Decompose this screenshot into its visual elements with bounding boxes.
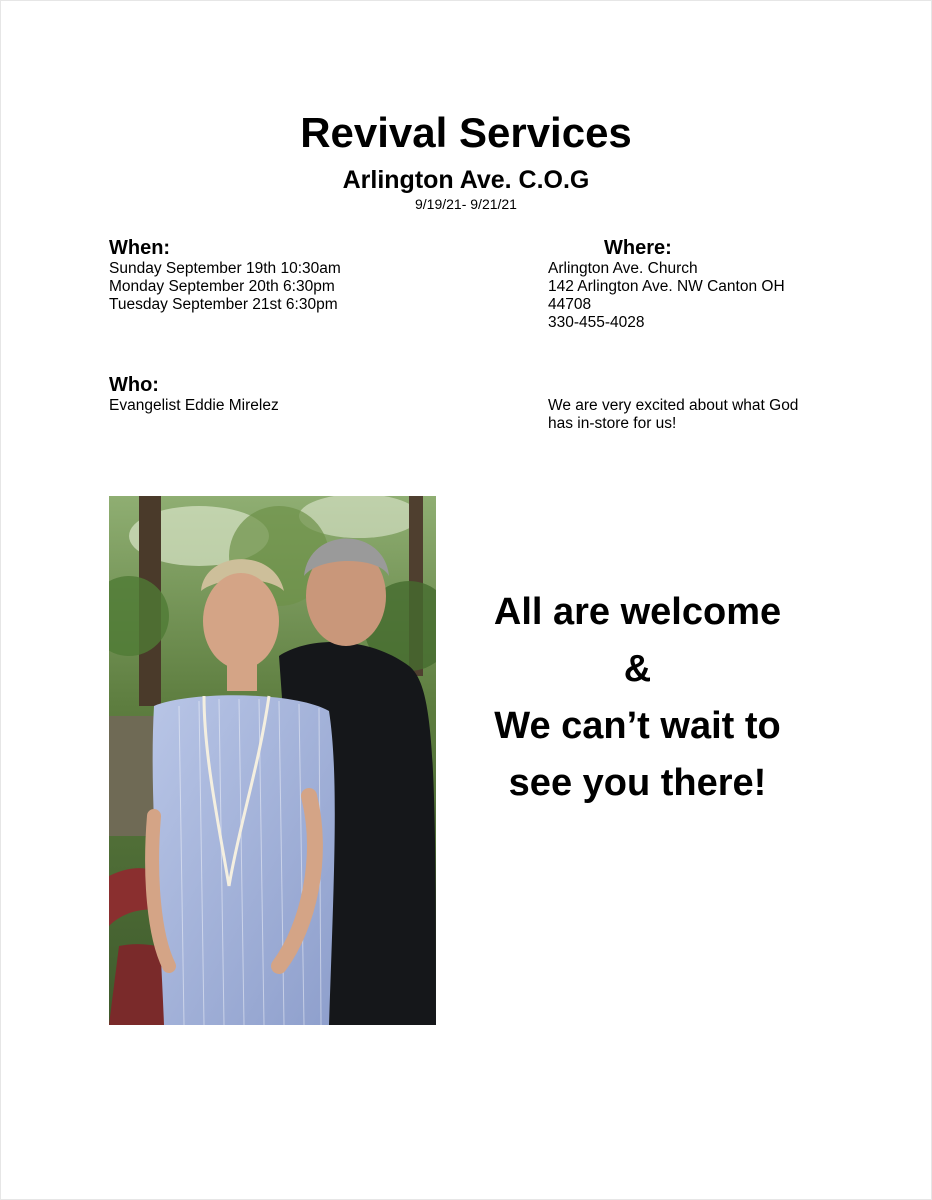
who-heading: Who: bbox=[109, 374, 159, 396]
address-line: Arlington Ave. Church bbox=[548, 260, 698, 277]
message-line: We are very excited about what God bbox=[548, 397, 799, 414]
welcome-message bbox=[455, 584, 820, 812]
address-line: 44708 bbox=[548, 296, 592, 313]
schedule-line: Sunday September 19th 10:30am bbox=[109, 260, 341, 277]
schedule-line: Tuesday September 21st 6:30pm bbox=[109, 296, 338, 313]
phone-number: 330-455-4028 bbox=[548, 314, 645, 331]
speaker-name: Evangelist Eddie Mirelez bbox=[109, 397, 279, 414]
date-range: 9/19/21- 9/21/21 bbox=[415, 196, 517, 212]
message-line: has in-store for us! bbox=[548, 415, 677, 432]
where-address bbox=[548, 260, 785, 332]
welcome-line: We can’t wait to bbox=[494, 705, 781, 747]
when-heading: When: bbox=[109, 237, 171, 259]
welcome-ampersand: & bbox=[623, 648, 652, 690]
welcome-line: All are welcome bbox=[493, 591, 782, 633]
excitement-message bbox=[548, 397, 798, 433]
where-heading: Where: bbox=[604, 237, 672, 259]
couple-photo-illustration bbox=[109, 496, 436, 1025]
schedule-line: Monday September 20th 6:30pm bbox=[109, 278, 335, 295]
who-speaker bbox=[109, 397, 279, 415]
address-line: 142 Arlington Ave. NW Canton OH bbox=[548, 278, 785, 295]
flyer-title: Revival Services bbox=[300, 109, 632, 156]
couple-photo bbox=[109, 496, 436, 1025]
when-schedule bbox=[109, 260, 341, 314]
church-name: Arlington Ave. C.O.G bbox=[342, 166, 590, 194]
welcome-line: see you there! bbox=[508, 762, 767, 804]
